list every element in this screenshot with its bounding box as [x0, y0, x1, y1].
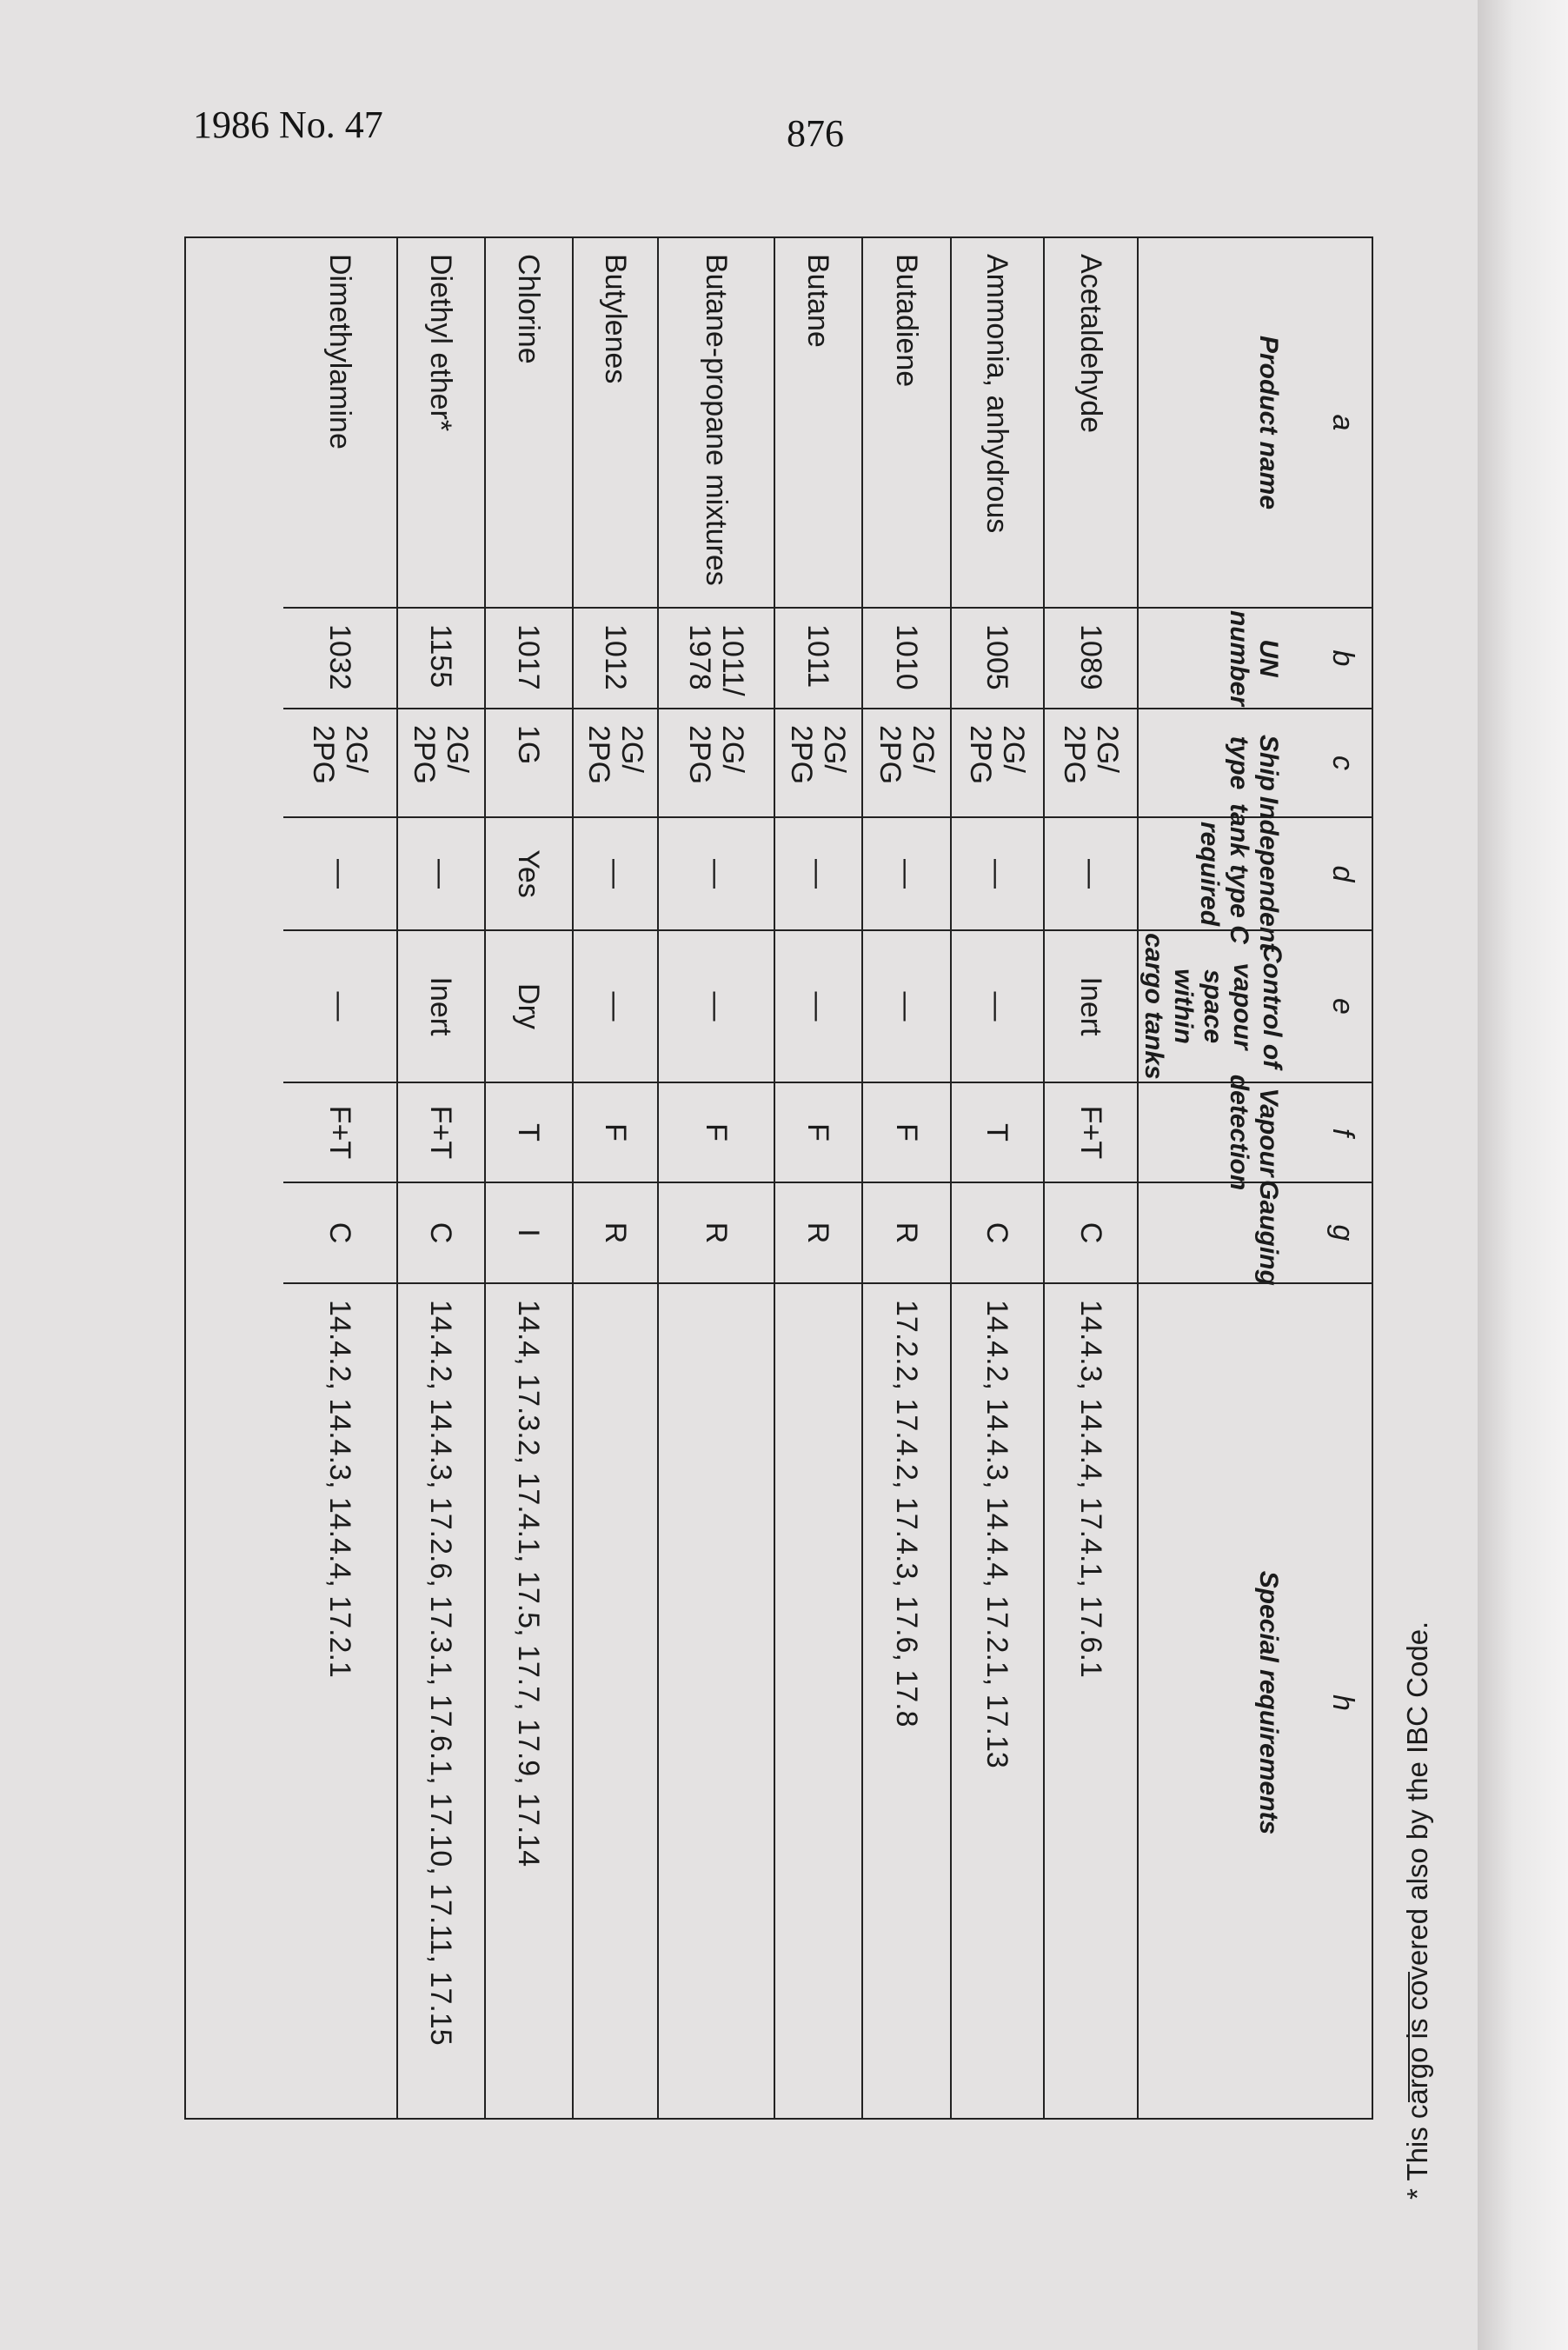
column-letter: e — [1326, 998, 1359, 1015]
column-letter: h — [1326, 1694, 1359, 1711]
cell-vapour-control: — — [574, 929, 657, 1082]
header-vapour-control — [1139, 929, 1372, 1082]
column-letter: b — [1326, 649, 1359, 667]
column-letter: d — [1326, 865, 1359, 882]
table-row — [396, 238, 484, 2118]
column-title: Control of vapour space within cargo tanks — [1139, 933, 1286, 1080]
table-header-row — [1137, 238, 1372, 2118]
cell-special-requirements — [574, 1282, 657, 2121]
cell-product-name: Butadiene — [890, 254, 923, 388]
header-product-name — [1139, 238, 1372, 607]
cell-gauging: R — [574, 1182, 657, 1282]
cell-gauging: C — [1045, 1182, 1137, 1282]
cell-vapour-detection: F — [659, 1082, 774, 1182]
cell-special-requirements: 14.4.2, 14.4.3, 14.4.4, 17.2.1 — [283, 1282, 396, 2121]
cell-product-name: Acetaldehyde — [1074, 254, 1107, 434]
cell-vapour-control: — — [863, 929, 950, 1082]
column-letter: c — [1326, 756, 1359, 770]
cell-vapour-detection: T — [952, 1082, 1043, 1182]
column-title: Vapour detection — [1225, 1074, 1283, 1191]
table-row — [283, 238, 396, 2118]
cell-gauging: I — [486, 1182, 572, 1282]
cell-gauging: R — [659, 1182, 774, 1282]
cell-independent-tank: — — [283, 816, 396, 929]
cell-ship-type: 2G/ 2PG — [659, 708, 774, 816]
header-independent-tank — [1139, 796, 1372, 952]
cell-ship-type: 2G/ 2PG — [574, 708, 657, 816]
header-special-requirements — [1139, 1282, 1372, 2121]
cell-gauging: C — [398, 1182, 484, 1282]
table-row — [572, 238, 657, 2118]
cell-product-name: Diethyl ether* — [424, 254, 458, 432]
cell-vapour-detection: F — [775, 1082, 861, 1182]
cell-vapour-detection: F — [574, 1082, 657, 1182]
cell-vapour-detection: F+T — [398, 1082, 484, 1182]
cell-product-name: Butylenes — [599, 254, 632, 384]
footnote: * This cargo is covered also by the IBC Code. — [1401, 1621, 1433, 2200]
cell-vapour-control: — — [775, 929, 861, 1082]
column-letter: a — [1326, 414, 1359, 431]
header-vapour-detection — [1139, 1074, 1372, 1191]
cell-un-number: 1005 — [952, 607, 1043, 708]
cell-ship-type: 2G/ 2PG — [1045, 708, 1137, 816]
cell-independent-tank: — — [775, 816, 861, 929]
cell-independent-tank: — — [659, 816, 774, 929]
cell-special-requirements — [775, 1282, 861, 2121]
cell-vapour-detection: F — [863, 1082, 950, 1182]
cell-gauging: R — [775, 1182, 861, 1282]
header-gauging — [1139, 1180, 1372, 1286]
cell-un-number: 1089 — [1045, 607, 1137, 708]
cell-un-number: 1011/ 1978 — [659, 607, 774, 708]
cell-vapour-control: — — [952, 929, 1043, 1082]
cargo-requirements-table — [184, 236, 1373, 2120]
cell-ship-type: 1G — [486, 708, 572, 816]
cell-ship-type: 2G/ 2PG — [952, 708, 1043, 816]
cell-un-number: 1017 — [486, 607, 572, 708]
page-number: 876 — [787, 112, 844, 155]
cell-ship-type: 2G/ 2PG — [283, 708, 396, 816]
column-letter: g — [1326, 1224, 1359, 1242]
cell-product-name: Butane-propane mixtures — [700, 254, 733, 586]
page-edge — [1478, 0, 1568, 2350]
cell-product-name: Ammonia, anhydrous — [980, 254, 1014, 534]
column-title: Product name — [1254, 335, 1283, 510]
column-title: Ship type — [1225, 735, 1283, 791]
cell-product-name: Butane — [801, 254, 835, 348]
cell-special-requirements: 14.4.2, 14.4.3, 14.4.4, 17.2.1, 17.13 — [952, 1282, 1043, 2121]
cell-gauging: C — [283, 1182, 396, 1282]
column-title: Independent tank type C required — [1195, 796, 1283, 952]
cell-un-number: 1012 — [574, 607, 657, 708]
cell-independent-tank: — — [863, 816, 950, 929]
table-row — [774, 238, 861, 2118]
cell-special-requirements: 14.4.3, 14.4.4, 17.4.1, 17.6.1 — [1045, 1282, 1137, 2121]
cell-independent-tank: — — [398, 816, 484, 929]
cell-un-number: 1032 — [283, 607, 396, 708]
cell-vapour-control: Dry — [486, 929, 572, 1082]
table-row — [657, 238, 774, 2118]
cell-product-name: Chlorine — [512, 254, 546, 364]
cell-special-requirements: 17.2.2, 17.4.2, 17.4.3, 17.6, 17.8 — [863, 1282, 950, 2121]
cell-product-name: Dimethylamine — [323, 254, 356, 449]
cell-un-number: 1010 — [863, 607, 950, 708]
cell-vapour-detection: F+T — [283, 1082, 396, 1182]
cell-ship-type: 2G/ 2PG — [775, 708, 861, 816]
column-title: Special requirements — [1254, 1570, 1283, 1835]
cell-un-number: 1155 — [398, 607, 484, 708]
cell-vapour-control: Inert — [1045, 929, 1137, 1082]
cell-ship-type: 2G/ 2PG — [398, 708, 484, 816]
statute-reference: 1986 No. 47 — [193, 103, 383, 146]
cell-special-requirements: 14.4, 17.3.2, 17.4.1, 17.5, 17.7, 17.9, 17.14 — [486, 1282, 572, 2121]
cell-independent-tank: — — [1045, 816, 1137, 929]
cell-vapour-detection: T — [486, 1082, 572, 1182]
table-row — [484, 238, 572, 2118]
column-letter: f — [1326, 1128, 1359, 1137]
cell-independent-tank: — — [574, 816, 657, 929]
column-title: UN number — [1225, 609, 1283, 706]
cell-gauging: C — [952, 1182, 1043, 1282]
cell-vapour-control: — — [283, 929, 396, 1082]
cell-independent-tank: — — [952, 816, 1043, 929]
table-row — [1043, 238, 1137, 2118]
header-un-number — [1139, 607, 1372, 708]
cell-un-number: 1011 — [775, 607, 861, 708]
table-row — [950, 238, 1043, 2118]
cell-vapour-detection: F+T — [1045, 1082, 1137, 1182]
cell-ship-type: 2G/ 2PG — [863, 708, 950, 816]
cell-special-requirements: 14.4.2, 14.4.3, 17.2.6, 17.3.1, 17.6.1, 17.10, 17.11, 17.15 — [398, 1282, 484, 2121]
cell-special-requirements — [659, 1282, 774, 2121]
cell-vapour-control: Inert — [398, 929, 484, 1082]
column-title: Gauging — [1254, 1180, 1283, 1286]
cell-independent-tank: Yes — [486, 816, 572, 929]
cell-vapour-control: — — [659, 929, 774, 1082]
table-row — [861, 238, 950, 2118]
cell-gauging: R — [863, 1182, 950, 1282]
